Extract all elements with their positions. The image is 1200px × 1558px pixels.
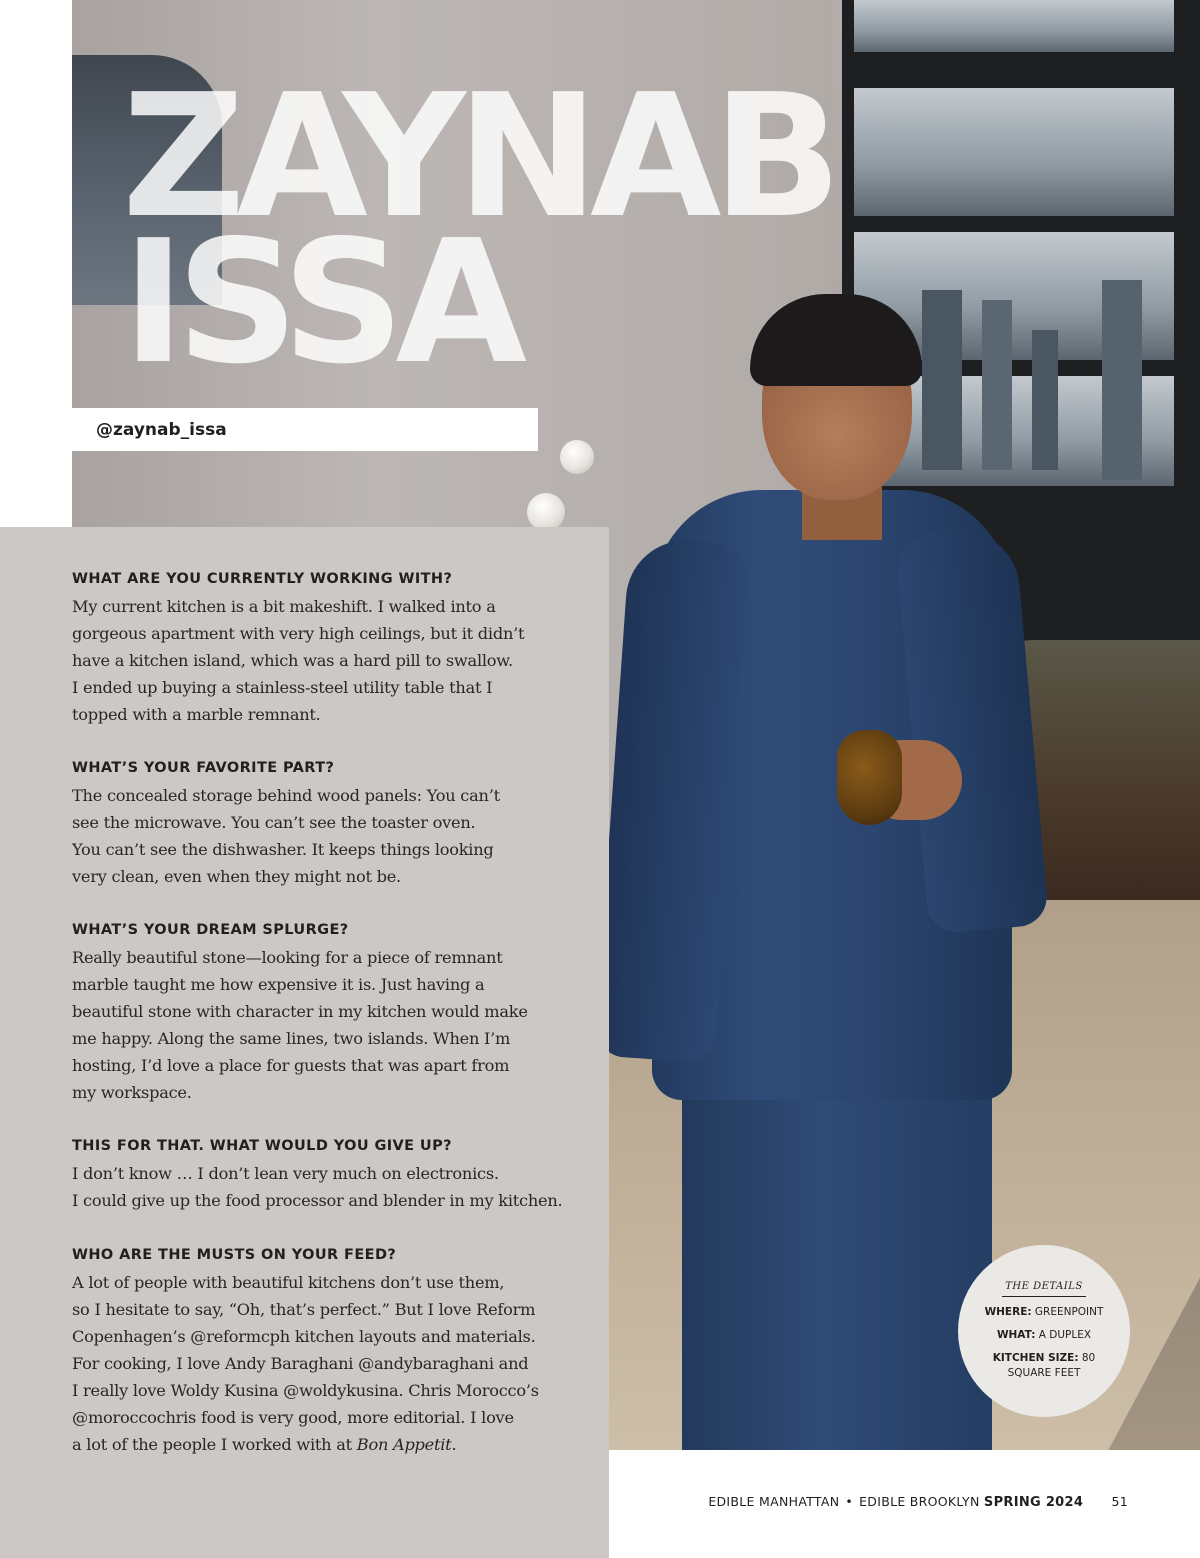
publication-name: Bon Appetit: [356, 1435, 452, 1454]
qa-block: [72, 758, 602, 890]
page-footer: [708, 1494, 1128, 1510]
handle-bar: [72, 408, 538, 451]
qa-block: [72, 1245, 602, 1458]
denim-pants: [682, 1080, 992, 1450]
qa-block: [72, 1136, 602, 1214]
details-what: WHAT: A DUPLEX: [996, 1329, 1092, 1341]
details-kitchen-size-unit: SQUARE FEET: [1007, 1367, 1081, 1379]
question: WHAT’S YOUR DREAM SPLURGE?: [72, 922, 349, 938]
answer: My current kitchen is a bit makeshift. I walked into a gorgeous apartment with very high ceilings, but it didn’t have a kitchen island, which was a hard pill to swallow. I ended up buying a stainless-steel utility table that I topped with a marble remnant.: [72, 597, 525, 724]
issue-label: SPRING 2024: [983, 1495, 1084, 1510]
title-last-name: ISSA: [122, 204, 519, 402]
question: THIS FOR THAT. WHAT WOULD YOU GIVE UP?: [72, 1138, 452, 1154]
instagram-handle: @zaynab_issa: [96, 420, 227, 440]
answer: A lot of people with beautiful kitchens don’t use them, so I hesitate to say, “Oh, that’s perfect.” But I love Reform Copenhagen’s @reformcph kitchen layouts and materials. For cooking, I love Andy Baraghani @andybaraghani and I really love Woldy Kusina @woldykusina. Chris Morocco’s @moroccochris food is very good, more editorial. I love a lot of the people I worked with at Bon Appetit.: [72, 1269, 602, 1458]
details-divider: [1002, 1296, 1086, 1297]
question: WHAT ARE YOU CURRENTLY WORKING WITH?: [72, 571, 453, 587]
details-title: THE DETAILS: [1005, 1281, 1083, 1292]
footer-separator: •: [845, 1494, 854, 1509]
answer-last-line: a lot of the people I worked with at Bon Appetit.: [72, 1435, 457, 1454]
details-kitchen-size: KITCHEN SIZE: 80: [992, 1352, 1096, 1364]
page-number: 51: [1111, 1494, 1128, 1509]
title-first-name: ZAYNAB: [122, 58, 834, 256]
details-where: WHERE: GREENPOINT: [984, 1306, 1104, 1318]
answer: I don’t know … I don’t lean very much on electronics. I could give up the food processor and blender in my kitchen.: [72, 1164, 563, 1210]
question: WHO ARE THE MUSTS ON YOUR FEED?: [72, 1247, 397, 1263]
article-title: [122, 58, 834, 402]
lamp-globe: [527, 493, 565, 531]
answer: The concealed storage behind wood panels: You can’t see the microwave. You can’t see the toaster oven. You can’t see the dishwasher. It keeps things looking very clean, even when they might not be.: [72, 786, 500, 886]
lamp-globe: [560, 440, 594, 474]
qa-block: [72, 920, 602, 1106]
person-figure: [612, 290, 1032, 1450]
answer: Really beautiful stone—looking for a piece of remnant marble taught me how expensive it is. Just having a beautiful stone with character in my kitchen would make me happy. Along the same lines, two islands. When I’m hosting, I’d love a place for guests that was apart from my workspace.: [72, 948, 528, 1102]
amber-glass: [837, 730, 902, 825]
details-badge: [958, 1245, 1130, 1417]
qa-block: [72, 569, 602, 728]
question: WHAT’S YOUR FAVORITE PART?: [72, 760, 335, 776]
publication-manhattan: EDIBLE MANHATTAN: [708, 1494, 840, 1509]
publication-brooklyn: EDIBLE BROOKLYN: [859, 1494, 980, 1509]
